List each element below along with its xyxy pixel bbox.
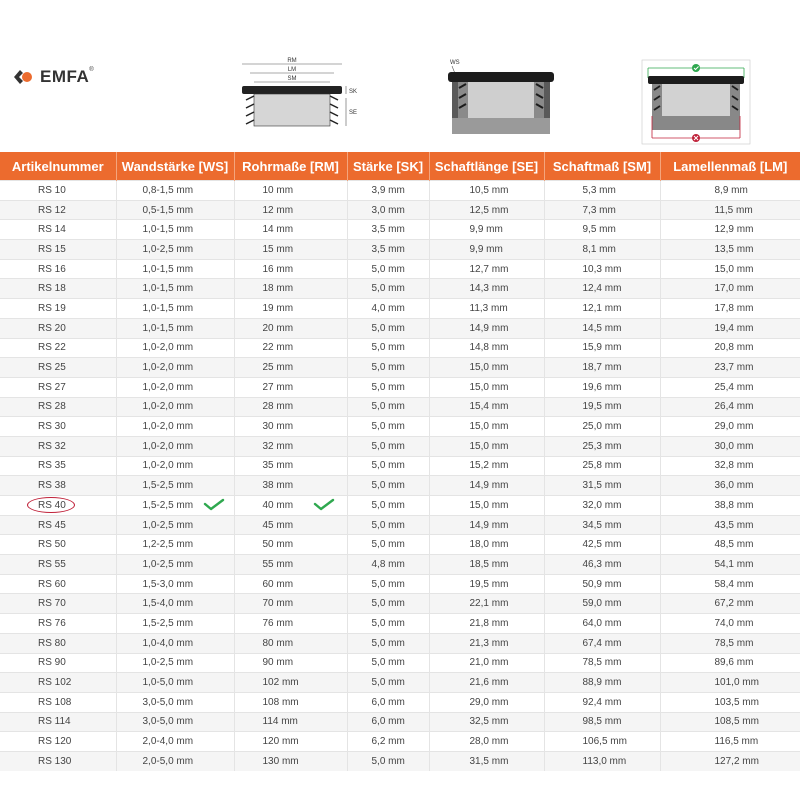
cell-staerke: 5,0 mm <box>347 574 429 594</box>
cell-wandstaerke: 1,0-2,0 mm <box>116 358 234 378</box>
cell-staerke: 5,0 mm <box>347 279 429 299</box>
cell-lamellenmass: 19,4 mm <box>660 318 800 338</box>
cell-wandstaerke: 1,0-2,0 mm <box>116 436 234 456</box>
cell-staerke: 5,0 mm <box>347 397 429 417</box>
cell-artikelnummer: RS 16 <box>0 259 116 279</box>
cell-wandstaerke: 1,0-2,0 mm <box>116 456 234 476</box>
cell-schaftlaenge: 18,5 mm <box>429 555 544 575</box>
emfa-logo-icon <box>12 66 34 88</box>
label-ws: WS <box>450 60 460 66</box>
cell-schaftlaenge: 19,5 mm <box>429 574 544 594</box>
cell-artikelnummer: RS 38 <box>0 476 116 496</box>
cell-rohrmasse: 40 mm <box>234 496 347 516</box>
highlight-circle <box>27 497 75 513</box>
col-schaftmass: Schaftmaß [SM] <box>544 152 660 181</box>
table-row <box>0 259 800 279</box>
label-rm: RM <box>287 58 297 64</box>
cell-schaftlaenge: 21,6 mm <box>429 673 544 693</box>
cell-schaftlaenge: 21,0 mm <box>429 653 544 673</box>
cell-lamellenmass: 15,0 mm <box>660 259 800 279</box>
cell-lamellenmass: 29,0 mm <box>660 417 800 437</box>
cell-artikelnummer: RS 55 <box>0 555 116 575</box>
cell-staerke: 5,0 mm <box>347 633 429 653</box>
cell-rohrmasse: 35 mm <box>234 456 347 476</box>
cell-wandstaerke: 1,0-1,5 mm <box>116 279 234 299</box>
cell-rohrmasse: 20 mm <box>234 318 347 338</box>
table-row <box>0 555 800 575</box>
cell-schaftlaenge: 15,0 mm <box>429 377 544 397</box>
cell-staerke: 6,0 mm <box>347 712 429 732</box>
cell-wandstaerke: 1,5-2,5 mm <box>116 496 234 516</box>
cell-wandstaerke: 3,0-5,0 mm <box>116 712 234 732</box>
cell-staerke: 5,0 mm <box>347 535 429 555</box>
table-row <box>0 594 800 614</box>
table-row <box>0 692 800 712</box>
cell-rohrmasse: 16 mm <box>234 259 347 279</box>
cell-schaftlaenge: 11,3 mm <box>429 299 544 319</box>
cell-wandstaerke: 1,2-2,5 mm <box>116 535 234 555</box>
cell-wandstaerke: 1,5-4,0 mm <box>116 594 234 614</box>
cell-schaftmass: 5,3 mm <box>544 181 660 201</box>
cell-wandstaerke: 1,0-2,5 mm <box>116 653 234 673</box>
cell-artikelnummer: RS 80 <box>0 633 116 653</box>
cell-rohrmasse: 55 mm <box>234 555 347 575</box>
cell-schaftmass: 8,1 mm <box>544 240 660 260</box>
cell-artikelnummer: RS 114 <box>0 712 116 732</box>
cell-staerke: 3,5 mm <box>347 220 429 240</box>
cell-staerke: 5,0 mm <box>347 338 429 358</box>
cell-lamellenmass: 20,8 mm <box>660 338 800 358</box>
cell-schaftlaenge: 9,9 mm <box>429 240 544 260</box>
cell-lamellenmass: 25,4 mm <box>660 377 800 397</box>
cell-schaftlaenge: 9,9 mm <box>429 220 544 240</box>
cell-rohrmasse: 130 mm <box>234 751 347 770</box>
cell-schaftlaenge: 10,5 mm <box>429 181 544 201</box>
cell-artikelnummer: RS 60 <box>0 574 116 594</box>
cell-schaftlaenge: 15,0 mm <box>429 417 544 437</box>
cell-wandstaerke: 0,8-1,5 mm <box>116 181 234 201</box>
cell-staerke: 5,0 mm <box>347 377 429 397</box>
cell-schaftmass: 12,1 mm <box>544 299 660 319</box>
cell-rohrmasse: 30 mm <box>234 417 347 437</box>
cell-wandstaerke: 1,0-5,0 mm <box>116 673 234 693</box>
cell-schaftlaenge: 15,2 mm <box>429 456 544 476</box>
cell-lamellenmass: 32,8 mm <box>660 456 800 476</box>
cell-schaftmass: 34,5 mm <box>544 515 660 535</box>
cell-wandstaerke: 1,0-2,0 mm <box>116 338 234 358</box>
cell-lamellenmass: 67,2 mm <box>660 594 800 614</box>
cell-wandstaerke: 2,0-5,0 mm <box>116 751 234 770</box>
cell-schaftlaenge: 15,0 mm <box>429 436 544 456</box>
cell-rohrmasse: 14 mm <box>234 220 347 240</box>
cell-schaftmass: 19,5 mm <box>544 397 660 417</box>
cell-staerke: 3,9 mm <box>347 181 429 201</box>
cell-schaftmass: 12,4 mm <box>544 279 660 299</box>
cell-lamellenmass: 43,5 mm <box>660 515 800 535</box>
table-row <box>0 673 800 693</box>
table-row <box>0 240 800 260</box>
table-row <box>0 220 800 240</box>
cell-artikelnummer: RS 50 <box>0 535 116 555</box>
wall-thickness-diagram <box>446 56 556 136</box>
table-row <box>0 476 800 496</box>
cell-schaftmass: 18,7 mm <box>544 358 660 378</box>
cell-artikelnummer: RS 20 <box>0 318 116 338</box>
table-row <box>0 299 800 319</box>
cell-wandstaerke: 2,0-4,0 mm <box>116 732 234 752</box>
cell-artikelnummer: RS 102 <box>0 673 116 693</box>
checkmark-icon <box>203 498 225 512</box>
col-schaftlaenge: Schaftlänge [SE] <box>429 152 544 181</box>
cell-wandstaerke: 1,5-3,0 mm <box>116 574 234 594</box>
cell-rohrmasse: 38 mm <box>234 476 347 496</box>
cell-schaftlaenge: 14,8 mm <box>429 338 544 358</box>
cell-staerke: 5,0 mm <box>347 476 429 496</box>
cell-artikelnummer: RS 18 <box>0 279 116 299</box>
label-se: SE <box>349 110 358 116</box>
cell-schaftmass: 42,5 mm <box>544 535 660 555</box>
table-row <box>0 417 800 437</box>
cell-schaftmass: 15,9 mm <box>544 338 660 358</box>
cell-artikelnummer: RS 108 <box>0 692 116 712</box>
cell-schaftmass: 67,4 mm <box>544 633 660 653</box>
cell-lamellenmass: 78,5 mm <box>660 633 800 653</box>
cell-wandstaerke: 1,0-2,0 mm <box>116 377 234 397</box>
cell-artikelnummer: RS 130 <box>0 751 116 770</box>
cell-schaftlaenge: 14,3 mm <box>429 279 544 299</box>
cell-staerke: 5,0 mm <box>347 259 429 279</box>
cell-schaftmass: 14,5 mm <box>544 318 660 338</box>
cell-rohrmasse: 15 mm <box>234 240 347 260</box>
cell-artikelnummer: RS 76 <box>0 614 116 634</box>
cell-wandstaerke: 1,5-2,5 mm <box>116 476 234 496</box>
measurement-hint-diagram <box>638 56 754 146</box>
cell-rohrmasse: 60 mm <box>234 574 347 594</box>
cell-staerke: 4,0 mm <box>347 299 429 319</box>
cell-schaftmass: 25,0 mm <box>544 417 660 437</box>
cell-staerke: 5,0 mm <box>347 594 429 614</box>
cell-rohrmasse: 19 mm <box>234 299 347 319</box>
cell-lamellenmass: 48,5 mm <box>660 535 800 555</box>
cell-artikelnummer: RS 19 <box>0 299 116 319</box>
cell-rohrmasse: 76 mm <box>234 614 347 634</box>
cell-schaftlaenge: 32,5 mm <box>429 712 544 732</box>
cell-staerke: 3,0 mm <box>347 200 429 220</box>
cell-wandstaerke: 1,0-2,5 mm <box>116 240 234 260</box>
cell-schaftlaenge: 14,9 mm <box>429 515 544 535</box>
table-row <box>0 496 800 516</box>
table-row <box>0 751 800 770</box>
dimension-diagram <box>232 56 362 136</box>
cell-schaftmass: 113,0 mm <box>544 751 660 770</box>
table-header-row <box>0 152 800 181</box>
cell-rohrmasse: 50 mm <box>234 535 347 555</box>
cell-lamellenmass: 26,4 mm <box>660 397 800 417</box>
cell-schaftmass: 98,5 mm <box>544 712 660 732</box>
cell-schaftlaenge: 15,4 mm <box>429 397 544 417</box>
cell-rohrmasse: 22 mm <box>234 338 347 358</box>
table-body <box>0 181 800 771</box>
cell-lamellenmass: 103,5 mm <box>660 692 800 712</box>
emfa-logo-text: EMFA® <box>40 67 95 86</box>
cell-artikelnummer: RS 30 <box>0 417 116 437</box>
cell-staerke: 5,0 mm <box>347 318 429 338</box>
cell-artikelnummer: RS 28 <box>0 397 116 417</box>
cell-schaftmass: 92,4 mm <box>544 692 660 712</box>
cell-wandstaerke: 3,0-5,0 mm <box>116 692 234 712</box>
table-row <box>0 200 800 220</box>
cell-staerke: 5,0 mm <box>347 358 429 378</box>
cell-wandstaerke: 1,5-2,5 mm <box>116 614 234 634</box>
cell-lamellenmass: 13,5 mm <box>660 240 800 260</box>
cell-lamellenmass: 11,5 mm <box>660 200 800 220</box>
cell-schaftmass: 50,9 mm <box>544 574 660 594</box>
cell-staerke: 5,0 mm <box>347 496 429 516</box>
cell-lamellenmass: 108,5 mm <box>660 712 800 732</box>
table-row <box>0 279 800 299</box>
cell-schaftlaenge: 21,3 mm <box>429 633 544 653</box>
cell-schaftlaenge: 14,9 mm <box>429 318 544 338</box>
cell-rohrmasse: 45 mm <box>234 515 347 535</box>
product-table <box>0 152 800 771</box>
cell-schaftlaenge: 31,5 mm <box>429 751 544 770</box>
table-row <box>0 515 800 535</box>
cell-lamellenmass: 12,9 mm <box>660 220 800 240</box>
cell-lamellenmass: 116,5 mm <box>660 732 800 752</box>
checkmark-icon <box>313 498 335 512</box>
cell-staerke: 5,0 mm <box>347 673 429 693</box>
emfa-logo <box>12 66 94 88</box>
cell-artikelnummer: RS 32 <box>0 436 116 456</box>
cell-schaftlaenge: 29,0 mm <box>429 692 544 712</box>
cell-artikelnummer: RS 90 <box>0 653 116 673</box>
cell-staerke: 5,0 mm <box>347 751 429 770</box>
cell-artikelnummer: RS 45 <box>0 515 116 535</box>
table-row <box>0 456 800 476</box>
table-row <box>0 653 800 673</box>
cell-rohrmasse: 90 mm <box>234 653 347 673</box>
table-row <box>0 318 800 338</box>
cell-schaftlaenge: 15,0 mm <box>429 358 544 378</box>
cell-schaftmass: 25,8 mm <box>544 456 660 476</box>
cell-wandstaerke: 1,0-1,5 mm <box>116 220 234 240</box>
col-rohrmasse: Rohrmaße [RM] <box>234 152 347 181</box>
cell-lamellenmass: 74,0 mm <box>660 614 800 634</box>
cell-schaftlaenge: 18,0 mm <box>429 535 544 555</box>
cell-rohrmasse: 70 mm <box>234 594 347 614</box>
cell-rohrmasse: 10 mm <box>234 181 347 201</box>
cell-schaftlaenge: 21,8 mm <box>429 614 544 634</box>
cell-rohrmasse: 32 mm <box>234 436 347 456</box>
cell-wandstaerke: 0,5-1,5 mm <box>116 200 234 220</box>
cell-wandstaerke: 1,0-2,0 mm <box>116 397 234 417</box>
cell-schaftlaenge: 12,7 mm <box>429 259 544 279</box>
cell-schaftlaenge: 12,5 mm <box>429 200 544 220</box>
cell-schaftmass: 31,5 mm <box>544 476 660 496</box>
cell-schaftlaenge: 22,1 mm <box>429 594 544 614</box>
cell-staerke: 5,0 mm <box>347 417 429 437</box>
cell-lamellenmass: 17,8 mm <box>660 299 800 319</box>
cell-schaftlaenge: 15,0 mm <box>429 496 544 516</box>
cell-artikelnummer: RS 12 <box>0 200 116 220</box>
cell-rohrmasse: 18 mm <box>234 279 347 299</box>
table-row <box>0 535 800 555</box>
cell-lamellenmass: 23,7 mm <box>660 358 800 378</box>
cell-wandstaerke: 1,0-2,0 mm <box>116 417 234 437</box>
cell-wandstaerke: 1,0-1,5 mm <box>116 259 234 279</box>
cell-schaftlaenge: 14,9 mm <box>429 476 544 496</box>
cell-staerke: 4,8 mm <box>347 555 429 575</box>
cell-artikelnummer: RS 120 <box>0 732 116 752</box>
table-row <box>0 732 800 752</box>
table-row <box>0 574 800 594</box>
cell-lamellenmass: 8,9 mm <box>660 181 800 201</box>
cell-lamellenmass: 127,2 mm <box>660 751 800 770</box>
cell-schaftmass: 46,3 mm <box>544 555 660 575</box>
cell-artikelnummer: RS 40 <box>0 496 116 516</box>
col-lamellenmass: Lamellenmaß [LM] <box>660 152 800 181</box>
cell-wandstaerke: 1,0-4,0 mm <box>116 633 234 653</box>
cell-lamellenmass: 58,4 mm <box>660 574 800 594</box>
table-row <box>0 181 800 201</box>
col-artikelnummer: Artikelnummer <box>0 152 116 181</box>
cell-schaftmass: 59,0 mm <box>544 594 660 614</box>
cell-artikelnummer: RS 35 <box>0 456 116 476</box>
label-sm: SM <box>287 76 297 82</box>
table-row <box>0 377 800 397</box>
cell-lamellenmass: 30,0 mm <box>660 436 800 456</box>
col-wandstaerke: Wandstärke [WS] <box>116 152 234 181</box>
cell-schaftmass: 10,3 mm <box>544 259 660 279</box>
cell-lamellenmass: 101,0 mm <box>660 673 800 693</box>
col-staerke: Stärke [SK] <box>347 152 429 181</box>
cell-lamellenmass: 38,8 mm <box>660 496 800 516</box>
cell-artikelnummer: RS 10 <box>0 181 116 201</box>
cell-wandstaerke: 1,0-1,5 mm <box>116 318 234 338</box>
cell-schaftmass: 25,3 mm <box>544 436 660 456</box>
cell-staerke: 5,0 mm <box>347 436 429 456</box>
cell-staerke: 3,5 mm <box>347 240 429 260</box>
cell-schaftmass: 106,5 mm <box>544 732 660 752</box>
cell-rohrmasse: 28 mm <box>234 397 347 417</box>
cell-lamellenmass: 36,0 mm <box>660 476 800 496</box>
table-row <box>0 338 800 358</box>
cell-schaftlaenge: 28,0 mm <box>429 732 544 752</box>
label-lm: LM <box>287 67 297 73</box>
table-row <box>0 712 800 732</box>
cell-rohrmasse: 120 mm <box>234 732 347 752</box>
cell-lamellenmass: 89,6 mm <box>660 653 800 673</box>
table-row <box>0 397 800 417</box>
cell-staerke: 5,0 mm <box>347 653 429 673</box>
cell-schaftmass: 9,5 mm <box>544 220 660 240</box>
cell-rohrmasse: 114 mm <box>234 712 347 732</box>
cell-wandstaerke: 1,0-2,5 mm <box>116 555 234 575</box>
cell-schaftmass: 7,3 mm <box>544 200 660 220</box>
cell-artikelnummer: RS 14 <box>0 220 116 240</box>
table-row <box>0 436 800 456</box>
correct-check-icon <box>692 64 700 72</box>
cell-artikelnummer: RS 27 <box>0 377 116 397</box>
cell-schaftmass: 64,0 mm <box>544 614 660 634</box>
cell-staerke: 5,0 mm <box>347 614 429 634</box>
table-row <box>0 633 800 653</box>
cell-rohrmasse: 102 mm <box>234 673 347 693</box>
cell-schaftmass: 88,9 mm <box>544 673 660 693</box>
cell-artikelnummer: RS 22 <box>0 338 116 358</box>
cell-rohrmasse: 12 mm <box>234 200 347 220</box>
cell-schaftmass: 32,0 mm <box>544 496 660 516</box>
cell-rohrmasse: 27 mm <box>234 377 347 397</box>
cell-artikelnummer: RS 70 <box>0 594 116 614</box>
cell-schaftmass: 78,5 mm <box>544 653 660 673</box>
cell-staerke: 5,0 mm <box>347 515 429 535</box>
cell-rohrmasse: 108 mm <box>234 692 347 712</box>
cell-rohrmasse: 80 mm <box>234 633 347 653</box>
cell-rohrmasse: 25 mm <box>234 358 347 378</box>
cell-lamellenmass: 17,0 mm <box>660 279 800 299</box>
cell-staerke: 6,0 mm <box>347 692 429 712</box>
table-row <box>0 358 800 378</box>
table-row <box>0 614 800 634</box>
cell-staerke: 5,0 mm <box>347 456 429 476</box>
cell-wandstaerke: 1,0-2,5 mm <box>116 515 234 535</box>
cell-schaftmass: 19,6 mm <box>544 377 660 397</box>
cell-lamellenmass: 54,1 mm <box>660 555 800 575</box>
cell-staerke: 6,2 mm <box>347 732 429 752</box>
cell-artikelnummer: RS 25 <box>0 358 116 378</box>
cell-wandstaerke: 1,0-1,5 mm <box>116 299 234 319</box>
cell-artikelnummer: RS 15 <box>0 240 116 260</box>
label-sk: SK <box>349 89 358 95</box>
